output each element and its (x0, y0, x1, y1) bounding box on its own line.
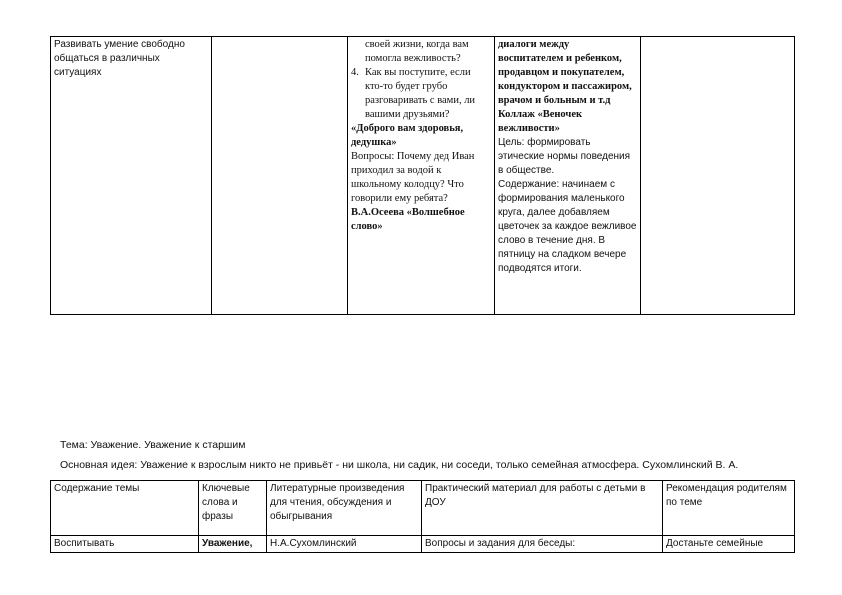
collage-content: Содержание: начинаем с формирования маленького круга, далее добавляем цветочек за каждое вежливое слово в течение дня. В пятницу на сладком вечере подводятся итоги. (498, 179, 637, 274)
main-idea-line: Основная идея: Уважение к взрослым никто не привьёт - ни школа, ни садик, ни соседи, только семейная атмосфера. Сухомлинский В. А. (60, 459, 739, 471)
story-2-title: В.А.Осеева «Волшебное слово» (351, 207, 465, 232)
table-cell: Вопросы и задания для беседы: (422, 536, 663, 553)
question-4-text: Как вы поступите, если кто-то будет грубо разговаривать с вами, ли вашими друзьями? (365, 67, 476, 120)
bottom-table-header (51, 481, 795, 536)
header-cell: Ключевые слова и фразы (199, 481, 267, 536)
top-table (50, 36, 795, 315)
top-table-row (51, 37, 795, 315)
top-col5-cell (641, 37, 795, 315)
header-cell: Литературные произведения для чтения, обсуждения и обыгрывания (267, 481, 422, 536)
question-4-number: 4. (351, 67, 359, 78)
table-cell: Уважение, (199, 536, 267, 553)
story-1-title: «Доброго вам здоровья, дедушка» (351, 123, 464, 148)
topic-line: Тема: Уважение. Уважение к старшим (60, 439, 246, 451)
table-cell: Воспитывать (51, 536, 199, 553)
collage-goal: Цель: формировать этические нормы поведения в обществе. (498, 137, 631, 176)
header-cell: Рекомендация родителям по теме (663, 481, 795, 536)
top-col2-cell (212, 37, 348, 315)
story-1-questions: Вопросы: Почему дед Иван приходил за водой к школьному колодцу? Что говорили ему ребята? (351, 151, 475, 204)
collage-title: Коллаж «Веночек вежливости» (498, 109, 583, 134)
dialogues-text: диалоги между воспитателем и ребенком, продавцом и покупателем, кондуктором и пассажиром, врачом и больным и т.д (498, 39, 632, 106)
top-col3-cell (348, 37, 495, 315)
table-cell: Достаньте семейные (663, 536, 795, 553)
question-3-continued: своей жизни, когда вам помогла вежливость? (365, 39, 469, 64)
top-col4-cell (495, 37, 641, 315)
bottom-table (50, 480, 795, 553)
goal-text: Развивать умение свободно общаться в различных ситуациях (54, 39, 185, 78)
header-cell: Содержание темы (51, 481, 199, 536)
top-col1-cell (51, 37, 212, 315)
question-4 (351, 66, 491, 122)
bottom-table-row (51, 536, 795, 553)
table-cell: Н.А.Сухомлинский (267, 536, 422, 553)
header-cell: Практический материал для работы с детьми в ДОУ (422, 481, 663, 536)
